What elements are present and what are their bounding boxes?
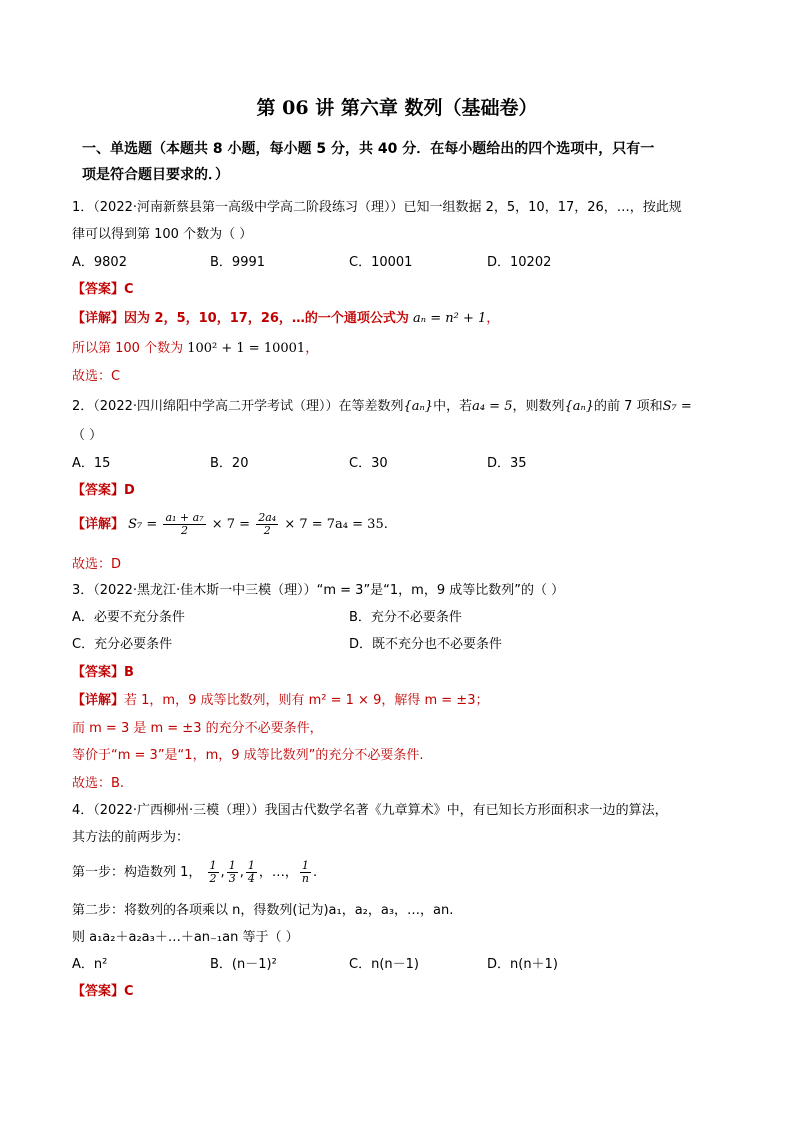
q3-stem-line1: 3．（2022·黑龙江·佳木斯一中三模（理））“m = 3”是“1，m，9 成等比数列”的（ ）	[72, 583, 565, 598]
q1-stem-line2: 律可以得到第 100 个数为（ ）	[72, 227, 253, 242]
q2-set2: {aₙ}	[564, 399, 595, 414]
q4-option-b: B．(n－1)²	[210, 957, 277, 972]
q4-fraction-nth-den: n	[301, 872, 309, 885]
q3-detail2: 而 m = 3 是 m = ±3 的充分不必要条件，	[72, 721, 323, 736]
q4-fraction-half-den: 2	[209, 872, 217, 885]
q4-fraction-quarter-num: 1	[247, 859, 255, 872]
q4-answer: 【答案】C	[72, 984, 134, 999]
q1-detail2-formula: 100² + 1 = 10001	[187, 341, 306, 356]
q2-stem-d: 的前 7 项和	[594, 399, 663, 414]
q4-fraction-quarter-den: 4	[247, 872, 255, 885]
q1-option-c: C．10001	[349, 255, 413, 270]
q3-answer: 【答案】B	[72, 665, 134, 680]
q4-fraction-third	[227, 860, 238, 885]
q2-answer: 【答案】D	[72, 483, 135, 498]
q2-option-a: A．15	[72, 456, 111, 471]
q2-stem-line1	[72, 398, 692, 416]
q2-stem-c: ，则数列	[512, 399, 565, 414]
q2-s7-lhs: S₇ =	[128, 517, 158, 532]
q3-detail-text: 若 1，m，9 成等比数列，则有 m² = 1 × 9，解得 m = ±3；	[124, 693, 489, 708]
q1-detail-formula: aₙ = n² + 1	[413, 311, 487, 326]
q4-fraction-half-num: 1	[209, 859, 217, 872]
q1-answer: 【答案】C	[72, 282, 134, 297]
q2-option-c: C．30	[349, 456, 388, 471]
q2-stem-b: 中，若	[433, 399, 473, 414]
q1-detail-label: 【详解】	[72, 311, 125, 326]
q3-conclusion: 故选：B.	[72, 776, 125, 791]
q2-fraction-1	[163, 512, 205, 537]
section-heading-line1: 一、单选题（本题共 8 小题，每小题 5 分，共 40 分．在每小题给出的四个选项中，只有一	[82, 141, 655, 157]
q3-option-a: A．必要不充分条件	[72, 610, 185, 625]
q2-times-1: × 7 =	[211, 517, 251, 532]
q4-fraction-nth	[300, 860, 311, 885]
q2-fraction-1-denominator: 2	[181, 524, 189, 537]
q4-ellipsis: ，…，	[258, 865, 298, 880]
q4-fraction-third-den: 3	[228, 872, 236, 885]
q2-fraction-2-numerator: 2a₄	[258, 511, 277, 524]
q2-s7: S₇ =	[662, 399, 692, 414]
q2-fraction-2	[256, 512, 278, 537]
q4-option-d: D．n(n＋1)	[487, 957, 558, 972]
q3-detail-label: 【详解】	[72, 693, 125, 708]
q2-stem-a: 2．（2022·四川绵阳中学高二开学考试（理））在等差数列	[72, 399, 404, 414]
q2-set1: {aₙ}	[403, 399, 434, 414]
q2-conclusion: 故选：D	[72, 557, 122, 572]
page-title: 第 06 讲 第六章 数列（基础卷）	[256, 97, 538, 119]
q3-detail	[72, 692, 488, 710]
q2-detail: 【详解】 S₇ = $\frac{\text{a₁ + a₇}}{2}$ × 7 = $\frac{\text{2a₄}}{2}$ × 7 = 7a₄ = 35.	[72, 511, 388, 537]
q1-detail-text: 因为 2，5，10，17，26，…的一个通项公式为	[124, 311, 409, 326]
q4-option-c: C．n(n－1)	[349, 957, 419, 972]
q3-option-d: D．既不充分也不必要条件	[349, 637, 503, 652]
q1-detail: 【详解】因为 2，5，10，17，26，…的一个通项公式为 aₙ = n² + 1，	[72, 311, 500, 326]
q2-times-2: × 7 = 7a₄ = 35	[284, 517, 384, 532]
q4-step3: 则 a₁a₂＋a₂a₃＋…＋an₋₁an 等于（ ）	[72, 930, 299, 945]
q2-detail-label: 【详解】	[72, 517, 125, 532]
q4-stem-line1: 4．（2022·广西柳州·三模（理））我国古代数学名著《九章算术》中，有已知长方形面积求一边的算法，	[72, 803, 668, 818]
q1-detail2-text: 所以第 100 个数为	[72, 341, 184, 356]
q2-fraction-2-denominator: 2	[263, 524, 271, 537]
q1-stem-line1: 1．（2022·河南新蔡县第一高级中学高二阶段练习（理））已知一组数据 2，5，10，17，26，…，按此规	[72, 200, 682, 215]
q2-option-d: D．35	[487, 456, 527, 471]
q3-detail3: 等价于“m = 3”是“1，m，9 成等比数列”的充分不必要条件.	[72, 748, 424, 763]
q4-fraction-half	[208, 860, 219, 885]
q4-fraction-quarter	[246, 860, 257, 885]
q1-option-a: A．9802	[72, 255, 127, 270]
q4-fraction-nth-num: 1	[300, 860, 311, 873]
q1-conclusion: 故选：C	[72, 369, 121, 384]
q4-stem-line2: 其方法的前两步为：	[72, 830, 190, 845]
q2-option-b: B．20	[210, 456, 249, 471]
q4-step1-label: 第一步：构造数列 1，	[72, 865, 202, 880]
q1-detail2: 所以第 100 个数为 100² + 1 = 10001，	[72, 341, 319, 356]
q3-option-c: C．充分必要条件	[72, 637, 173, 652]
q2-stem-line2: （ ）	[72, 428, 103, 443]
q4-option-a: A．n²	[72, 957, 108, 972]
section-heading-line2: 项是符合题目要求的．）	[82, 167, 229, 183]
q4-fraction-third-num: 1	[228, 859, 236, 872]
q4-step1-end: .	[312, 865, 318, 880]
q2-fraction-1-numerator: a₁ + a₇	[165, 511, 204, 524]
q4-step1: 第一步：构造数列 1， $\frac{1}{2}$ , $\frac{1}{3}$ , $\frac{1}{4}$ ，…， $\frac{1}{n}$ .	[72, 859, 318, 885]
q3-option-b: B．充分不必要条件	[349, 610, 462, 625]
q1-option-d: D．10202	[487, 255, 552, 270]
q4-step2: 第二步：将数列的各项乘以 n，得数列(记为)a₁，a₂，a₃，…，an.	[72, 903, 454, 918]
q2-condition: a₄ = 5	[472, 399, 513, 414]
q1-option-b: B．9991	[210, 255, 266, 270]
